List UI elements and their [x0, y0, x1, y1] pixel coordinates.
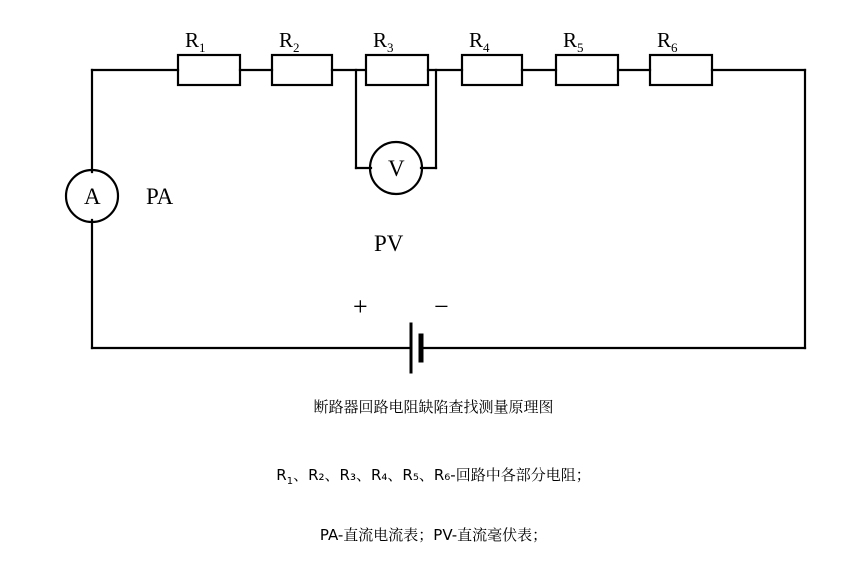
ammeter-name: PA: [146, 184, 174, 209]
resistor-r1-body: [178, 55, 240, 85]
resistor-label-r3: $R_3$: [373, 28, 394, 56]
battery-negative-sign: −: [434, 292, 449, 321]
voltmeter-name: PV: [374, 231, 404, 256]
caption-meter-legend: PA-直流电流表；PV-直流毫伏表；: [319, 526, 548, 544]
ammeter-letter: A: [84, 184, 101, 209]
resistor-label-r2: $R_2$: [279, 28, 300, 56]
caption-title: 断路器回路电阻缺陷查找测量原理图: [313, 398, 554, 416]
battery-positive-sign: +: [353, 292, 368, 321]
resistor-r4-body: [462, 55, 522, 85]
resistor-label-r1: $R_1$: [185, 28, 206, 56]
resistor-r3-body: [366, 55, 428, 85]
resistor-label-r4: $R_4$: [469, 28, 490, 56]
voltmeter-letter: V: [388, 156, 405, 181]
resistor-label-r6: $R_6$: [657, 28, 678, 56]
resistor-r2-body: [272, 55, 332, 85]
resistor-label-r5: $R_5$: [563, 28, 584, 56]
resistor-r5-body: [556, 55, 618, 85]
resistor-r6-body: [650, 55, 712, 85]
caption-resistor-legend: $R_1$、R₂、R₃、R₄、R₅、R₆-回路中各部分电阻；: [276, 466, 591, 487]
